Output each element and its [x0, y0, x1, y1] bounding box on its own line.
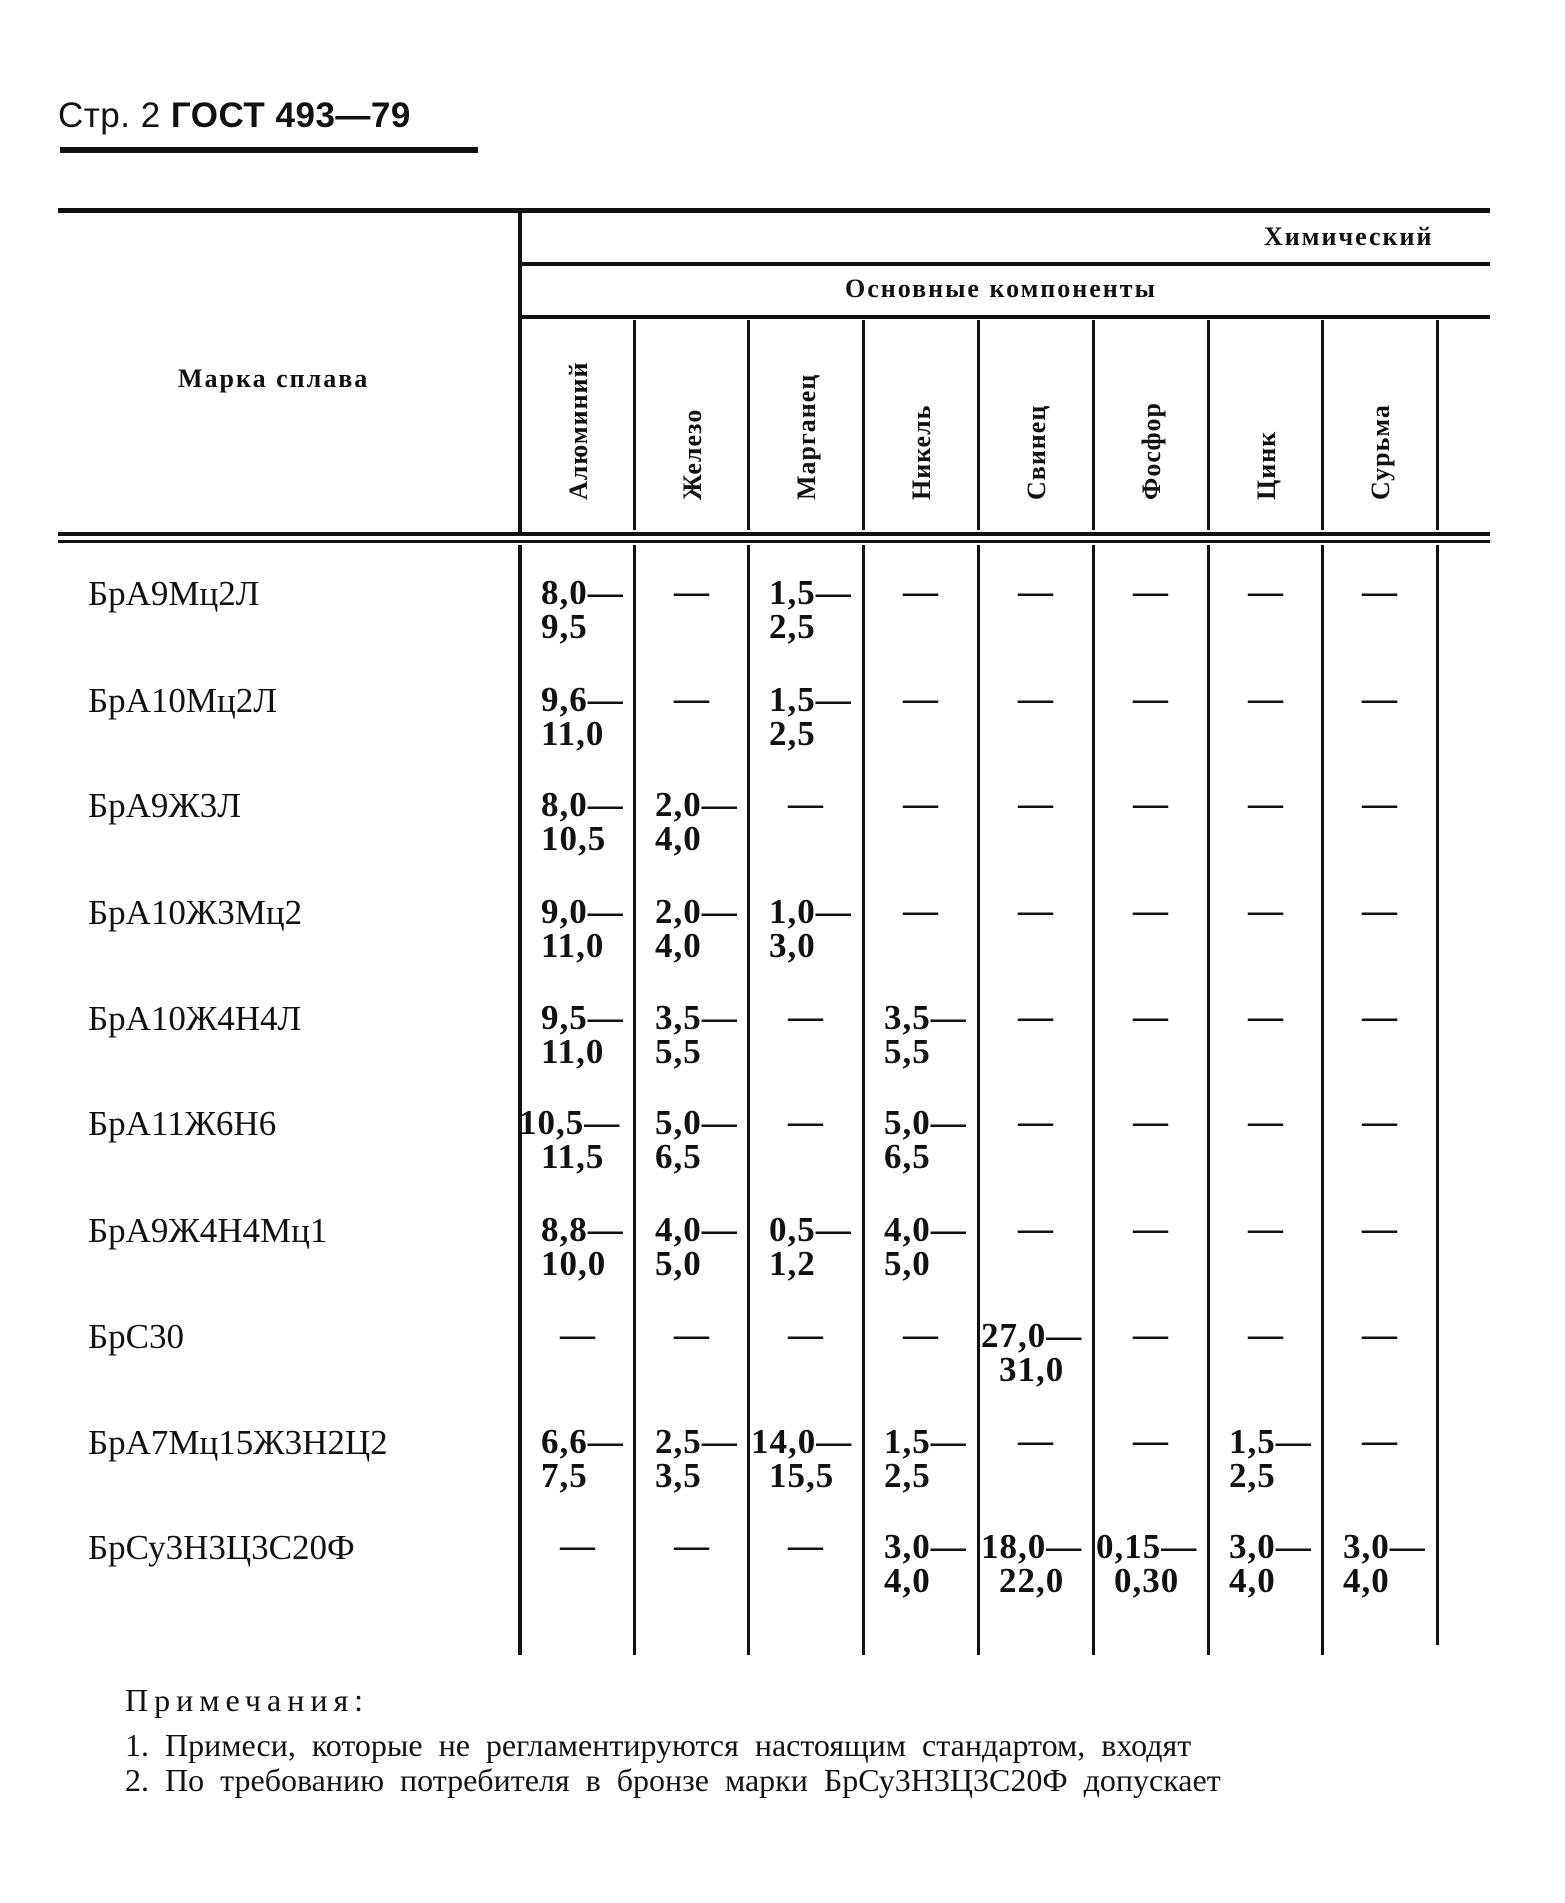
- table-cell-dash: —: [1133, 1102, 1168, 1141]
- range-max: 5,5: [655, 1032, 702, 1071]
- table-cell-dash: —: [1018, 1421, 1053, 1460]
- table-cell-range: [866, 1527, 979, 1600]
- table-cell-range: [866, 1103, 979, 1176]
- table-cell-dash: —: [903, 891, 938, 930]
- range-max: 10,0: [541, 1244, 607, 1283]
- range-min: 9,6—: [541, 680, 624, 719]
- range-min: 14,0—: [751, 1422, 853, 1461]
- table-cell-range: [751, 1422, 864, 1495]
- table-cell-dash: —: [903, 679, 938, 718]
- table-cell-range: [1211, 1527, 1324, 1600]
- column-header: [635, 318, 750, 528]
- range-max: 11,0: [541, 714, 605, 753]
- alloy-grade: БрА7Мц15Ж3Н2Ц2: [88, 1423, 388, 1462]
- column-header-label: Фосфор: [1136, 402, 1166, 500]
- range-max: 11,0: [541, 1032, 605, 1071]
- table-cell-dash: —: [1133, 784, 1168, 823]
- table-cell-dash: —: [1018, 891, 1053, 930]
- column-header: [1209, 318, 1324, 528]
- range-min: 2,0—: [655, 892, 738, 931]
- column-header: [1323, 318, 1438, 528]
- range-min: 27,0—: [981, 1316, 1083, 1355]
- table-cell-dash: —: [1133, 1421, 1168, 1460]
- page-header: [58, 96, 411, 136]
- table-cell-dash: —: [788, 1315, 823, 1354]
- table-cell-dash: —: [1248, 1102, 1283, 1141]
- table-cell-range: [866, 1422, 979, 1495]
- table-cell-dash: —: [1248, 784, 1283, 823]
- range-max: 3,0: [769, 926, 816, 965]
- table-cell-dash: —: [1362, 572, 1397, 611]
- table-cell-dash: —: [1133, 572, 1168, 611]
- table-cell-dash: —: [1248, 997, 1283, 1036]
- table-cell-dash: —: [1133, 891, 1168, 930]
- alloy-grade: БрА11Ж6Н6: [88, 1104, 277, 1143]
- table-cell-dash: —: [788, 997, 823, 1036]
- range-max: 11,0: [541, 926, 605, 965]
- table-cell-dash: —: [1362, 1102, 1397, 1141]
- range-min: 10,5—: [519, 1103, 621, 1142]
- table-cell-dash: —: [1133, 1209, 1168, 1248]
- table-top-rule: [58, 208, 1490, 213]
- range-min: 1,5—: [884, 1422, 967, 1461]
- table-cell-dash: —: [1133, 1315, 1168, 1354]
- range-max: 0,30: [1114, 1561, 1180, 1600]
- table-cell-range: [866, 998, 979, 1071]
- table-cell-dash: —: [788, 784, 823, 823]
- table-cell-dash: —: [1018, 1102, 1053, 1141]
- table-cell-dash: —: [1248, 572, 1283, 611]
- header-rule: [60, 147, 478, 153]
- range-min: 0,5—: [769, 1210, 852, 1249]
- table-cell-dash: —: [674, 1315, 709, 1354]
- standard-number: ГОСТ 493—79: [170, 96, 411, 135]
- range-min: 6,6—: [541, 1422, 624, 1461]
- column-header-label: Цинк: [1251, 430, 1281, 500]
- range-max: 4,0: [655, 819, 702, 858]
- table-cell-range: [1211, 1422, 1324, 1495]
- table-cell-dash: —: [1018, 1209, 1053, 1248]
- table-cell-range: [637, 1422, 750, 1495]
- range-min: 1,5—: [769, 680, 852, 719]
- chemical-composition-title: Химический: [1264, 222, 1434, 251]
- table-cell-dash: —: [788, 1526, 823, 1565]
- alloy-grade: БрА9Мц2Л: [88, 574, 260, 613]
- alloy-grade: БрА9Ж4Н4Мц1: [88, 1211, 328, 1250]
- table-cell-dash: —: [1362, 891, 1397, 930]
- range-min: 8,0—: [541, 785, 624, 824]
- table-cell-range: [751, 892, 864, 965]
- grade-column-divider-body: [518, 545, 522, 1655]
- table-cell-range: [523, 785, 636, 858]
- range-max: 5,0: [655, 1244, 702, 1283]
- range-max: 5,5: [884, 1032, 931, 1071]
- range-max: 4,0: [655, 926, 702, 965]
- header-bottom-rule-1: [58, 532, 1490, 536]
- table-cell-dash: —: [674, 679, 709, 718]
- chem-rule: [521, 262, 1490, 266]
- note-item-1: 1. Примеси, которые не регламентируются настоящим стандартом, входят: [125, 1727, 1192, 1763]
- table-cell-dash: —: [1248, 891, 1283, 930]
- range-max: 6,5: [884, 1137, 931, 1176]
- table-cell-range: [1096, 1527, 1209, 1600]
- table-cell-dash: —: [1248, 1209, 1283, 1248]
- range-max: 4,0: [884, 1561, 931, 1600]
- table-cell-range: [523, 573, 636, 646]
- table-cell-range: [637, 1210, 750, 1283]
- alloy-grade: БрА10Ж4Н4Л: [88, 999, 302, 1038]
- range-min: 3,5—: [655, 998, 738, 1037]
- range-max: 7,5: [541, 1456, 588, 1495]
- table-cell-dash: —: [1248, 679, 1283, 718]
- table-cell-range: [751, 680, 864, 753]
- range-max: 2,5: [1229, 1456, 1276, 1495]
- range-min: 1,5—: [1229, 1422, 1312, 1461]
- column-header: [521, 318, 636, 528]
- table-cell-dash: —: [1018, 784, 1053, 823]
- range-min: 0,15—: [1096, 1527, 1198, 1566]
- table-cell-dash: —: [903, 784, 938, 823]
- column-header-label: Железо: [677, 408, 707, 500]
- table-cell-range: [981, 1316, 1094, 1389]
- range-max: 11,5: [541, 1137, 605, 1176]
- range-max: 5,0: [884, 1244, 931, 1283]
- table-cell-dash: —: [1248, 1315, 1283, 1354]
- table-cell-range: [523, 680, 636, 753]
- table-cell-dash: —: [1362, 679, 1397, 718]
- alloy-grade: БрА10Мц2Л: [88, 681, 277, 720]
- column-header-label: Никель: [906, 404, 936, 500]
- alloy-grade: БрСу3Н3Ц3С20Ф: [88, 1528, 355, 1567]
- range-max: 9,5: [541, 607, 588, 646]
- range-min: 2,5—: [655, 1422, 738, 1461]
- range-max: 15,5: [769, 1456, 835, 1495]
- range-min: 5,0—: [655, 1103, 738, 1142]
- table-cell-range: [637, 892, 750, 965]
- table-cell-dash: —: [1018, 997, 1053, 1036]
- alloy-grade: БрС30: [88, 1317, 184, 1356]
- column-divider: [1436, 545, 1439, 1645]
- table-cell-range: [1325, 1527, 1438, 1600]
- table-cell-dash: —: [1133, 679, 1168, 718]
- table-cell-dash: —: [1018, 572, 1053, 611]
- table-cell-dash: —: [903, 572, 938, 611]
- table-cell-range: [519, 1103, 636, 1176]
- column-header: [1094, 318, 1209, 528]
- range-min: 9,0—: [541, 892, 624, 931]
- table-cell-dash: —: [674, 572, 709, 611]
- range-min: 3,0—: [1343, 1527, 1426, 1566]
- range-max: 22,0: [999, 1561, 1065, 1600]
- table-cell-dash: —: [1362, 784, 1397, 823]
- range-max: 2,5: [769, 714, 816, 753]
- range-max: 1,2: [769, 1244, 816, 1283]
- table-cell-range: [751, 573, 864, 646]
- range-min: 4,0—: [655, 1210, 738, 1249]
- range-min: 5,0—: [884, 1103, 967, 1142]
- column-header-label: Сурьма: [1365, 404, 1395, 500]
- range-min: 3,0—: [884, 1527, 967, 1566]
- table-cell-dash: —: [1362, 1209, 1397, 1248]
- table-cell-range: [523, 998, 636, 1071]
- table-cell-dash: —: [1362, 1315, 1397, 1354]
- range-min: 1,0—: [769, 892, 852, 931]
- table-cell-range: [523, 1210, 636, 1283]
- table-cell-range: [981, 1527, 1094, 1600]
- page-number: Стр. 2: [58, 96, 161, 135]
- column-header-label: Марганец: [791, 373, 821, 500]
- column-header: [749, 318, 864, 528]
- table-cell-dash: —: [1133, 997, 1168, 1036]
- range-min: 18,0—: [981, 1527, 1083, 1566]
- range-min: 4,0—: [884, 1210, 967, 1249]
- table-cell-dash: —: [788, 1102, 823, 1141]
- range-min: 8,8—: [541, 1210, 624, 1249]
- table-cell-dash: —: [560, 1315, 595, 1354]
- range-max: 4,0: [1343, 1561, 1390, 1600]
- table-cell-range: [523, 892, 636, 965]
- alloy-grade: БрА10Ж3Мц2: [88, 893, 303, 932]
- table-cell-range: [866, 1210, 979, 1283]
- column-header-label: Свинец: [1021, 404, 1051, 500]
- grade-column-header: Марка сплава: [178, 364, 370, 393]
- range-max: 2,5: [884, 1456, 931, 1495]
- range-max: 4,0: [1229, 1561, 1276, 1600]
- range-max: 2,5: [769, 607, 816, 646]
- range-min: 2,0—: [655, 785, 738, 824]
- column-header: [979, 318, 1094, 528]
- range-min: 3,5—: [884, 998, 967, 1037]
- alloy-grade: БрА9Ж3Л: [88, 786, 241, 825]
- range-max: 31,0: [999, 1350, 1065, 1389]
- range-max: 10,5: [541, 819, 607, 858]
- table-cell-range: [637, 1103, 750, 1176]
- table-cell-dash: —: [1018, 679, 1053, 718]
- range-min: 9,5—: [541, 998, 624, 1037]
- range-max: 6,5: [655, 1137, 702, 1176]
- table-cell-dash: —: [1362, 1421, 1397, 1460]
- note-item-2: 2. По требованию потребителя в бронзе марки БрСу3Н3Ц3С20Ф допускает: [125, 1762, 1221, 1798]
- column-header: [864, 318, 979, 528]
- table-cell-dash: —: [674, 1526, 709, 1565]
- range-min: 8,0—: [541, 573, 624, 612]
- header-bottom-rule-2: [58, 540, 1490, 543]
- notes-heading: Примечания:: [125, 1682, 370, 1718]
- table-cell-dash: —: [1362, 997, 1397, 1036]
- range-min: 3,0—: [1229, 1527, 1312, 1566]
- main-components-label: Основные компоненты: [845, 274, 1157, 303]
- table-cell-dash: —: [903, 1315, 938, 1354]
- table-cell-range: [637, 998, 750, 1071]
- table-cell-dash: —: [560, 1526, 595, 1565]
- table-cell-range: [637, 785, 750, 858]
- range-max: 3,5: [655, 1456, 702, 1495]
- table-cell-range: [751, 1210, 864, 1283]
- table-cell-range: [523, 1422, 636, 1495]
- column-header-label: Алюминий: [563, 361, 593, 500]
- range-min: 1,5—: [769, 573, 852, 612]
